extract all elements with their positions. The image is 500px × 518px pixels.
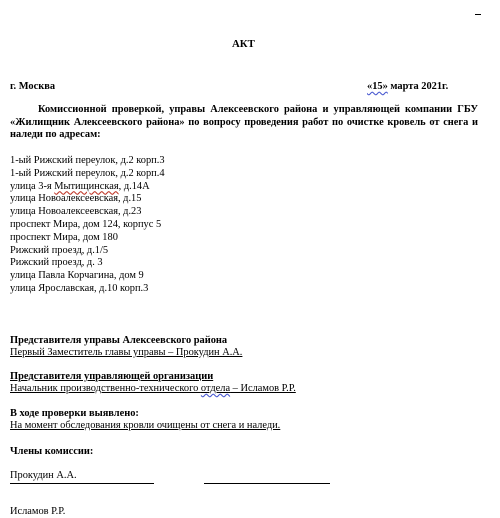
intro-text: Комиссионной проверкой, управы Алексеевского района и управляющей компании ГБУ «Жилищник Алексеевского района» по вопросу проведения работ по очистке кровель от снега и наледи по адресам: <box>10 104 478 140</box>
address-item: проспект Мира, дом 180 <box>10 231 118 243</box>
member-name: Исламов Р.Р. <box>10 506 66 517</box>
address-part: улица 3-я <box>10 180 55 192</box>
address-item: 1-ый Рижский переулок, д.2 корп.3 <box>10 155 165 166</box>
address-item: проспект Мира, дом 124, корпус 5 <box>10 218 162 230</box>
findings-heading: В ходе проверки выявлено: <box>10 408 139 419</box>
address-item <box>10 181 165 194</box>
signature-line <box>204 483 330 484</box>
corner-mark <box>475 14 481 15</box>
address-item: улица Новоалексеевская, д.23 <box>10 206 142 218</box>
address-item: улица Новоалексеевская, д.15 <box>10 193 142 205</box>
address-item: Рижский проезд, д. 3 <box>10 257 103 269</box>
rep-org-text <box>10 383 296 395</box>
address-item: Рижский проезд, д.1/5 <box>10 244 109 256</box>
document-date <box>367 81 448 93</box>
address-list <box>10 155 165 296</box>
rep-org-part: – Исламов Р.Р. <box>230 383 296 394</box>
rep-org-heading: Представителя управляющей организации <box>10 371 214 382</box>
members-heading: Члены комиссии: <box>10 446 94 457</box>
date-day: «15» <box>367 81 388 92</box>
address-part: , д.14А <box>118 180 150 192</box>
findings-text: На момент обследования кровли очищены от снега и наледи. <box>10 420 281 431</box>
document-title: АКТ <box>232 38 255 50</box>
member-name: Прокудин А.А. <box>10 470 77 481</box>
address-item: 1-ый Рижский переулок, д.2 корп.4 <box>10 167 165 179</box>
address-item: улица Ярославская, д.10 корп.3 <box>10 282 149 294</box>
address-part-flagged: Мытищинская <box>54 180 119 192</box>
rep-org-part-flagged: отдела <box>200 383 231 394</box>
rep-district-text: Первый Заместитель главы управы – Прокудин А.А. <box>10 347 243 358</box>
intro-paragraph <box>10 104 478 142</box>
date-month-year: марта 2021г. <box>387 81 449 92</box>
address-item: улица Павла Корчагина, дом 9 <box>10 270 144 282</box>
signature-line <box>10 483 154 484</box>
city-label: г. Москва <box>10 81 56 92</box>
rep-district-heading: Представителя управы Алексеевского района <box>10 335 228 346</box>
rep-org-part: Начальник производственно-технического <box>10 383 201 394</box>
